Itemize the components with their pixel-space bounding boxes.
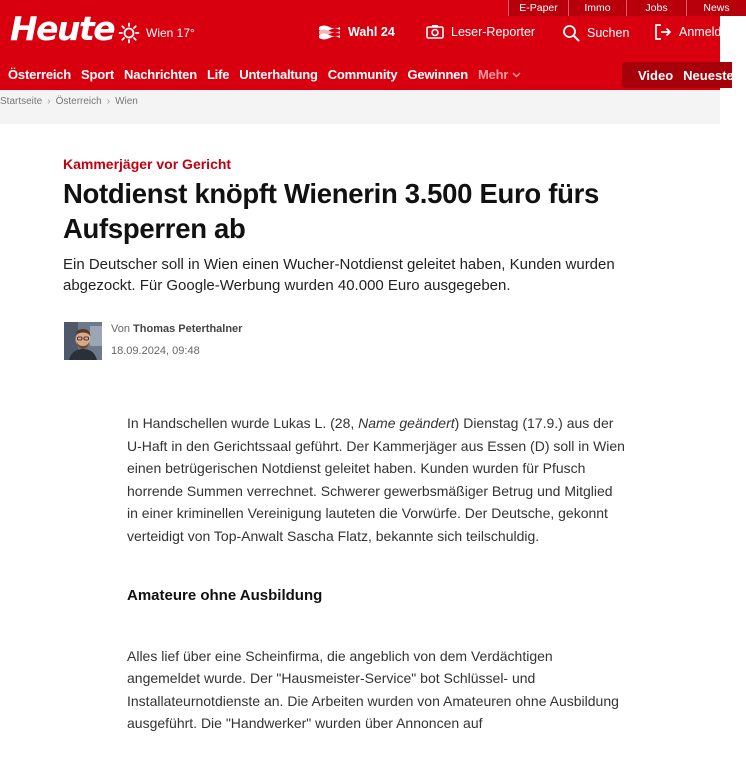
article-lead: Ein Deutscher soll in Wien einen Wucher-Notdienst geleitet haben, Kunden wurden abgezockt. Für Google-Werbung wurden 40.000 Euro ausgegeben. [63,256,615,294]
paragraph-text: In Handschellen wurde Lukas L. (28, [127,415,359,431]
author-box [64,322,242,360]
breadcrumb-wien[interactable]: Wien [115,96,138,107]
breadcrumb-separator: › [106,96,111,107]
wahl-link[interactable] [318,24,395,39]
top-links [508,0,746,16]
video-news-box [622,62,732,88]
nav-item-video[interactable]: Video [638,67,674,83]
publish-date: 18.09.2024, 09:48 [111,345,200,357]
chevron-down-icon [512,72,521,78]
top-link-immo[interactable]: Immo [568,0,626,16]
nav-item-nachrichten[interactable]: Nachrichten [124,67,197,82]
search-link[interactable] [562,24,629,42]
article-paragraph: Alles lief über eine Scheinfirma, die angeblich von dem Verdächtigen angemeldet wurde. Der "Hausmeister-Service" bot Schlüssel- und Installateurnotdienste an. Die Arbeiten wurden von Amateuren ohne Ausbildung ausgeführt. Die "Handwerker" wurden über Annoncen auf [127,647,619,731]
article-kicker: Kammerjäger vor Gericht [63,156,232,172]
top-link-epaper[interactable]: E-Paper [508,0,568,16]
leser-reporter-link[interactable] [426,24,535,39]
heute-logo[interactable]: Heute [10,9,115,48]
nav-item-life[interactable]: Life [206,67,230,82]
top-link-news[interactable]: News [686,0,746,16]
weather-text: Wien 17° [146,26,195,40]
sun-icon [118,22,140,44]
login-link[interactable] [654,24,735,40]
top-link-jobs[interactable]: Jobs [626,0,686,16]
breadcrumb-separator: › [47,96,51,107]
nav-item-oesterreich[interactable]: Österreich [8,67,72,82]
login-icon [654,24,672,40]
nav-item-gewinnen[interactable]: Gewinnen [407,67,468,82]
search-label: Suchen [587,26,630,40]
search-icon [562,24,580,42]
article-subhead: Amateure ohne Ausbildung [127,587,323,604]
nav-item-more[interactable] [478,62,521,88]
article-body [127,412,627,773]
paragraph-text: ) Dienstag (17.9.) aus der U-Haft in den Gerichtssaal geführt. Der Kammerjäger aus Essen (D) soll in Wien einen betrügerischen Notdienst geleitet haben. Kunden wurden für Pfusch horrende Summen verrechnet. Schwerer gewerbsmäßiger Betrug und Mitglied in einer kriminellen Vereinigung lauteten die Vorwürfe. Der Deutsche, gekonnt verteidigt von Top-Anwalt Sascha Flatz, bekannte sich teilschuldig. [127,415,625,544]
author-prefix: Von [111,323,130,335]
author-name[interactable]: Thomas Peterthalner [133,323,243,335]
avatar[interactable] [64,322,102,360]
breadcrumb-oesterreich[interactable]: Österreich [55,96,102,107]
austria-flag-icon [318,24,341,39]
nav-item-unterhaltung[interactable]: Unterhaltung [239,67,318,82]
nav-item-sport[interactable]: Sport [81,67,114,82]
camera-icon [426,24,444,39]
nav-more-label: Mehr [477,67,509,82]
nav-item-neueste[interactable]: Neueste [683,67,734,83]
paragraph-emphasis: Name geändert [358,415,455,431]
breadcrumb [0,96,138,107]
wahl-label: Wahl 24 [348,24,395,39]
article-title: Notdienst knöpft Wienerin 3.500 Euro fürs Aufsperren ab [63,178,599,244]
nav-item-community[interactable]: Community [327,67,398,82]
main-nav [0,62,734,88]
login-label: Anmelden [679,25,736,39]
leser-reporter-label: Leser-Reporter [451,24,536,39]
breadcrumb-startseite[interactable]: Startseite [0,96,43,107]
weather-widget[interactable] [118,22,195,44]
site-header [0,0,736,90]
author-line [111,323,242,335]
article-paragraph [127,412,627,547]
